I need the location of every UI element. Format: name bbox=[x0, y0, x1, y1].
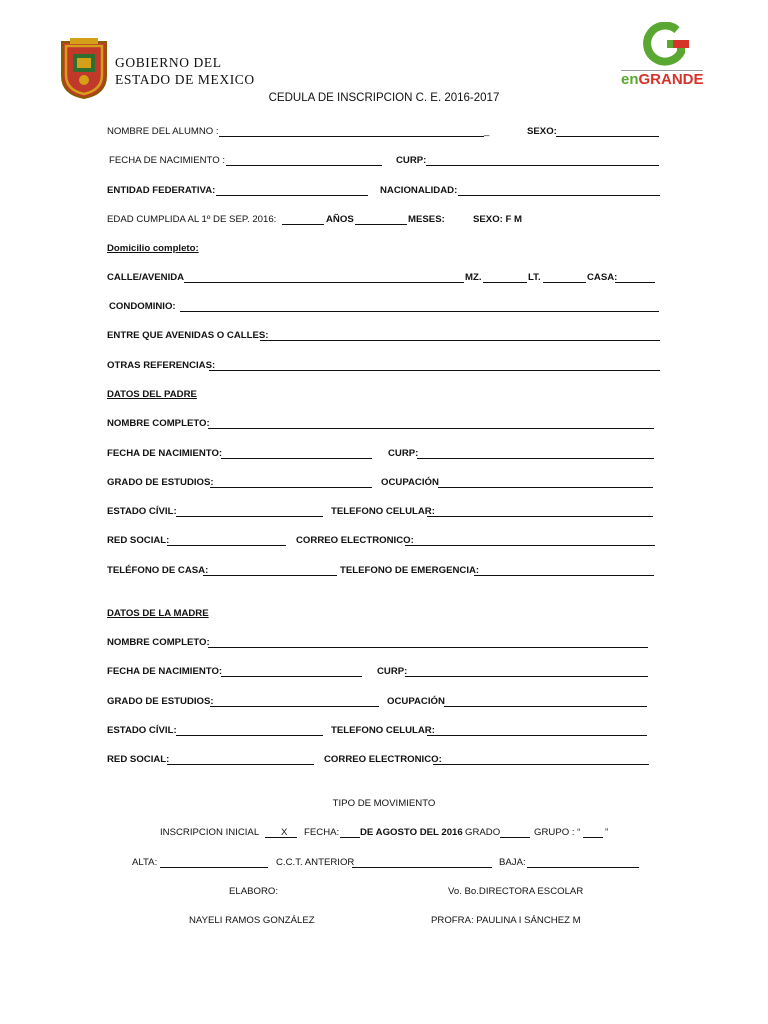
field-edad-meses[interactable] bbox=[355, 224, 407, 225]
state-emblem bbox=[58, 36, 110, 100]
field-nacionalidad[interactable] bbox=[458, 195, 660, 196]
label-fecha-mov: FECHA: bbox=[304, 827, 340, 838]
padre-label-ocupacion: OCUPACIÓN bbox=[381, 477, 439, 488]
padre-label-curp: CURP: bbox=[388, 448, 419, 459]
padre-field-tel-casa[interactable] bbox=[203, 575, 337, 576]
field-fecha-dia[interactable] bbox=[340, 837, 360, 838]
label-grado-mov: GRADO bbox=[465, 827, 501, 838]
label-elaboro: ELABORO: bbox=[229, 886, 279, 897]
section-domicilio: Domicilio completo: bbox=[107, 243, 199, 254]
fecha-mov-value: DE AGOSTO DEL 2016 bbox=[360, 827, 463, 838]
label-vobo: Vo. Bo.DIRECTORA ESCOLAR bbox=[448, 886, 584, 897]
gov-name-line1: GOBIERNO DEL bbox=[115, 55, 222, 70]
madre-label-curp: CURP: bbox=[377, 666, 408, 677]
padre-label-emergencia: TELEFONO DE EMERGENCIA: bbox=[340, 565, 480, 576]
madre-field-celular[interactable] bbox=[427, 735, 647, 736]
field-edad-anios[interactable] bbox=[282, 224, 324, 225]
madre-label-celular: TELEFONO CELULAR: bbox=[331, 725, 435, 736]
engrande-logo bbox=[617, 22, 707, 90]
madre-field-grado[interactable] bbox=[210, 706, 379, 707]
label-curp: CURP: bbox=[396, 155, 427, 166]
padre-label-correo: CORREO ELECTRONICO: bbox=[296, 535, 414, 546]
padre-field-ocupacion[interactable] bbox=[438, 487, 653, 488]
madre-label-nombre: NOMBRE COMPLETO: bbox=[107, 637, 210, 648]
madre-label-civil: ESTADO CÍVIL: bbox=[107, 725, 177, 736]
section-madre: DATOS DE LA MADRE bbox=[107, 608, 209, 619]
field-grado-mov[interactable] bbox=[500, 837, 530, 838]
vobo-nombre: PROFRA: PAULINA I SÁNCHEZ M bbox=[431, 915, 581, 926]
label-sexo: SEXO: bbox=[527, 126, 557, 137]
madre-field-correo[interactable] bbox=[433, 764, 649, 765]
label-casa: CASA: bbox=[587, 272, 618, 283]
form-title: CEDULA DE INSCRIPCION C. E. 2016-2017 bbox=[268, 92, 500, 104]
padre-field-civil[interactable] bbox=[176, 516, 323, 517]
field-grupo-mov[interactable] bbox=[583, 837, 603, 838]
gov-name-line2: ESTADO DE MEXICO bbox=[115, 72, 255, 87]
madre-field-nombre[interactable] bbox=[208, 647, 648, 648]
label-entidad: ENTIDAD FEDERATIVA: bbox=[107, 185, 216, 196]
madre-field-ocupacion[interactable] bbox=[444, 706, 647, 707]
label-otras-referencias: OTRAS REFERENCIAS: bbox=[107, 360, 216, 371]
padre-field-grado[interactable] bbox=[210, 487, 372, 488]
g-letter-icon bbox=[617, 22, 707, 70]
engrande-grande: GRANDE bbox=[638, 71, 704, 88]
engrande-wordmark bbox=[621, 72, 704, 88]
padre-label-tel-casa: TELÉFONO DE CASA: bbox=[107, 565, 209, 576]
label-edad: EDAD CUMPLIDA AL 1º DE SEP. 2016: bbox=[107, 214, 277, 225]
madre-field-civil[interactable] bbox=[176, 735, 323, 736]
madre-field-curp[interactable] bbox=[405, 676, 648, 677]
label-lt: LT. bbox=[528, 272, 541, 283]
label-calle: CALLE/AVENIDA bbox=[107, 272, 185, 283]
padre-field-red[interactable] bbox=[167, 545, 286, 546]
madre-label-correo: CORREO ELECTRONICO: bbox=[324, 754, 442, 765]
padre-field-celular[interactable] bbox=[427, 516, 653, 517]
field-casa[interactable] bbox=[615, 282, 655, 283]
padre-label-fecha: FECHA DE NACIMIENTO: bbox=[107, 448, 223, 459]
inscripcion-x-mark: X bbox=[281, 827, 288, 838]
field-curp[interactable] bbox=[426, 165, 659, 166]
label-cct-anterior: C.C.T. ANTERIOR bbox=[276, 857, 355, 868]
field-fecha-nacimiento[interactable] bbox=[226, 165, 382, 166]
padre-field-fecha[interactable] bbox=[221, 458, 372, 459]
label-anios: AÑOS bbox=[326, 214, 354, 225]
padre-field-emergencia[interactable] bbox=[474, 575, 654, 576]
label-mz: MZ. bbox=[465, 272, 482, 283]
padre-label-civil: ESTADO CÍVIL: bbox=[107, 506, 177, 517]
padre-field-curp[interactable] bbox=[417, 458, 654, 459]
madre-field-fecha[interactable] bbox=[221, 676, 362, 677]
padre-label-nombre: NOMBRE COMPLETO: bbox=[107, 418, 210, 429]
field-entre-calles[interactable] bbox=[260, 340, 660, 341]
padre-field-nombre[interactable] bbox=[208, 428, 654, 429]
label-baja: BAJA: bbox=[499, 857, 526, 868]
elaboro-nombre: NAYELI RAMOS GONZÁLEZ bbox=[189, 915, 315, 926]
field-lt[interactable] bbox=[543, 282, 586, 283]
label-entre-calles: ENTRE QUE AVENIDAS O CALLES: bbox=[107, 330, 269, 341]
padre-field-correo[interactable] bbox=[405, 545, 655, 546]
label-meses: MESES: bbox=[408, 214, 445, 225]
field-baja[interactable] bbox=[527, 867, 639, 868]
padre-label-red: RED SOCIAL: bbox=[107, 535, 170, 546]
madre-label-grado: GRADO DE ESTUDIOS: bbox=[107, 696, 214, 707]
field-sexo[interactable] bbox=[556, 136, 659, 137]
label-alta: ALTA: bbox=[132, 857, 158, 868]
label-nacionalidad: NACIONALIDAD: bbox=[380, 185, 458, 196]
label-sexo-fm[interactable]: SEXO: F M bbox=[473, 214, 523, 225]
field-nombre-alumno[interactable] bbox=[219, 136, 484, 137]
field-otras-referencias[interactable] bbox=[209, 370, 660, 371]
label-fecha-nacimiento: FECHA DE NACIMIENTO : bbox=[109, 155, 226, 166]
madre-label-fecha: FECHA DE NACIMIENTO: bbox=[107, 666, 223, 677]
label-grupo-mov: GRUPO : “ bbox=[534, 827, 581, 838]
field-calle[interactable] bbox=[184, 282, 464, 283]
nombre-alumno-tail: _ bbox=[484, 126, 490, 137]
grupo-mov-close: ” bbox=[605, 827, 609, 838]
field-mz[interactable] bbox=[483, 282, 527, 283]
movimiento-title: TIPO DE MOVIMIENTO bbox=[332, 798, 436, 809]
label-inscripcion-inicial: INSCRIPCION INICIAL bbox=[160, 827, 260, 838]
field-entidad[interactable] bbox=[216, 195, 368, 196]
madre-label-ocupacion: OCUPACIÓN bbox=[387, 696, 445, 707]
section-padre: DATOS DEL PADRE bbox=[107, 389, 197, 400]
madre-field-red[interactable] bbox=[167, 764, 314, 765]
field-alta[interactable] bbox=[160, 867, 268, 868]
madre-label-red: RED SOCIAL: bbox=[107, 754, 170, 765]
padre-label-grado: GRADO DE ESTUDIOS: bbox=[107, 477, 214, 488]
label-nombre-alumno: NOMBRE DEL ALUMNO : bbox=[107, 126, 219, 137]
padre-label-celular: TELEFONO CELULAR: bbox=[331, 506, 435, 517]
field-cct-anterior[interactable] bbox=[352, 867, 492, 868]
engrande-en: en bbox=[621, 71, 639, 88]
label-condominio: CONDOMINIO: bbox=[109, 301, 176, 312]
field-condominio[interactable] bbox=[180, 311, 659, 312]
